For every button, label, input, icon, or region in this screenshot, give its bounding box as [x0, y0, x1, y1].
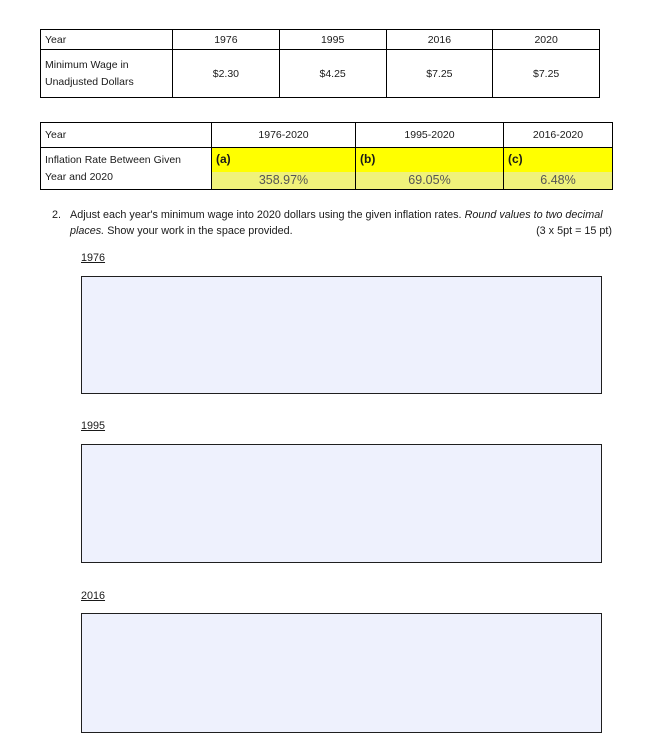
rate-value-a: 358.97% [212, 172, 355, 189]
rate-cell-a[interactable] [212, 148, 356, 190]
year-1995: 1995 [279, 30, 386, 50]
wage-row-label [41, 50, 173, 98]
rate-value-b: 69.05% [356, 172, 503, 189]
part-c-label: (c) [508, 152, 523, 166]
minimum-wage-table [40, 29, 600, 98]
range-1995-2020: 1995-2020 [356, 123, 504, 148]
work-year-label-2016: 2016 [81, 590, 106, 602]
question-text-tail: Show your work in the space provided. [107, 225, 293, 237]
wage-1995: $4.25 [279, 50, 386, 98]
question-text [70, 207, 610, 239]
wage-2016: $7.25 [386, 50, 493, 98]
question-text-italic: Round values to two decimal places. [70, 209, 603, 237]
rate-label-line2: Year and 2020 [45, 170, 113, 183]
year-2016: 2016 [386, 30, 493, 50]
year-1976: 1976 [173, 30, 280, 50]
question-number: 2. [52, 209, 62, 221]
work-box-2016[interactable] [81, 613, 602, 733]
rate-row-label [41, 148, 212, 190]
wage-label-line2: Unadjusted Dollars [45, 75, 134, 88]
year-header: Year [41, 30, 173, 50]
wage-label-line1: Minimum Wage in [45, 58, 129, 71]
work-year-label-1976: 1976 [81, 252, 106, 264]
question-points: (3 x 5pt = 15 pt) [536, 225, 612, 237]
work-box-1995[interactable] [81, 444, 602, 563]
work-year-label-1995: 1995 [81, 420, 106, 432]
work-box-1976[interactable] [81, 276, 602, 394]
part-a-label: (a) [216, 152, 231, 166]
rate-cell-c[interactable] [504, 148, 613, 190]
wage-2020: $7.25 [493, 50, 600, 98]
year-header-2: Year [41, 123, 212, 148]
rate-value-c: 6.48% [504, 172, 612, 189]
inflation-rate-table [40, 122, 613, 190]
question-text-plain: Adjust each year's minimum wage into 2020 dollars using the given inflation rates. [70, 209, 462, 221]
range-2016-2020: 2016-2020 [504, 123, 613, 148]
range-1976-2020: 1976-2020 [212, 123, 356, 148]
rate-cell-b[interactable] [356, 148, 504, 190]
rate-label-line1: Inflation Rate Between Given [45, 153, 181, 166]
year-2020: 2020 [493, 30, 600, 50]
part-b-label: (b) [360, 152, 376, 166]
wage-1976: $2.30 [173, 50, 280, 98]
